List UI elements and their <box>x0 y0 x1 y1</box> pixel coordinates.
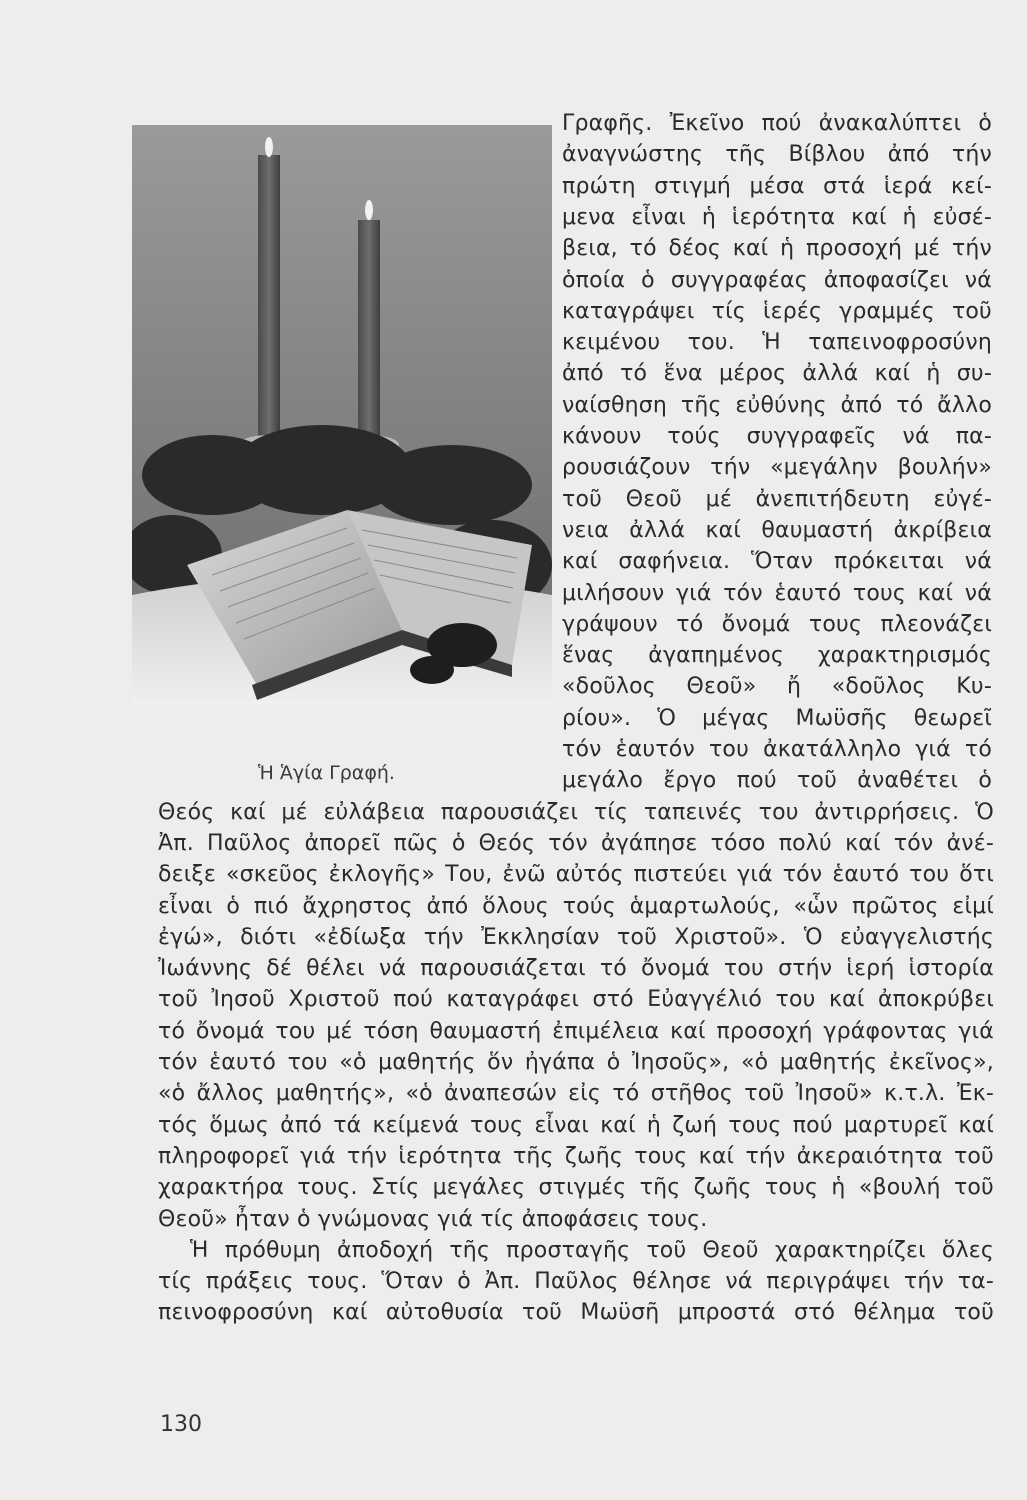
text-line: τός ὅμως ἀπό τά κείμενά τους εἶναι καί ἡ ζωή τους πού μαρτυρεῖ καί <box>158 1112 994 1138</box>
text-line: «δοῦλος Θεοῦ» ἤ «δοῦλος Κυ- <box>562 674 992 700</box>
text-line: ἀπό τό ἕνα μέρος ἀλλά καί ἡ συ- <box>562 361 992 387</box>
text-line: τόν ἑαυτόν του ἀκατάλληλο γιά τό <box>562 737 992 762</box>
text-line: τίς πράξεις τους. Ὅταν ὁ Ἀπ. Παῦλος θέλησε νά περιγράψει τήν τα- <box>158 1269 994 1295</box>
text-line: μεγάλο ἔργο πού τοῦ ἀναθέτει ὁ <box>562 768 992 794</box>
text-line: χαρακτήρα τους. Στίς μεγάλες στιγμές τῆς ζωῆς τους ἡ «βουλή τοῦ <box>158 1175 994 1201</box>
bible-candles-photo <box>132 125 552 705</box>
text-line: ἀναγνώστης τῆς Βίβλου ἀπό τήν <box>562 142 992 168</box>
text-line: ρουσιάζουν τήν «μεγάλην βουλήν» <box>562 455 992 481</box>
text-line: καί σαφήνεια. Ὅταν πρόκειται νά <box>562 549 992 575</box>
text-line: δειξε «σκεῦος ἐκλογῆς» Του, ἐνῶ αὐτός πιστεύει γιά τόν ἑαυτό του ὅτι <box>158 862 994 888</box>
text-line: μενα εἶναι ἡ ἱερότητα καί ἡ εὐσέ- <box>562 204 992 230</box>
text-line: πεινοφροσύνη καί αὐτοθυσία τοῦ Μωϋσῆ μπροστά στό θέλημα τοῦ <box>158 1300 994 1326</box>
text-line: Γραφῆς. Ἐκεῖνο πού ἀνακαλύπτει ὁ <box>562 111 992 136</box>
text-line: Ἀπ. Παῦλος ἀπορεῖ πῶς ὁ Θεός τόν ἀγάπησε τόσο πολύ καί τόν ἀνέ- <box>158 830 994 856</box>
text-line: Θεός καί μέ εὐλάβεια παρουσιάζει τίς ταπεινές του ἀντιρρήσεις. Ὁ <box>158 799 994 825</box>
text-line: «ὁ ἄλλος μαθητής», «ὁ ἀναπεσών εἰς τό στῆθος τοῦ Ἰησοῦ» κ.τ.λ. Ἐκ- <box>158 1081 994 1107</box>
text-line: ἐγώ», διότι «ἐδίωξα τήν Ἐκκλησίαν τοῦ Χριστοῦ». Ὁ εὐαγγελιστής <box>158 924 994 950</box>
text-line: κειμένου του. Ἡ ταπεινοφροσύνη <box>562 330 992 356</box>
text-line: ἕνας ἀγαπημένος χαρακτηρισμός <box>562 643 992 669</box>
text-line: Θεοῦ» ἦταν ὁ γνώμονας γιά τίς ἀποφάσεις τους. <box>158 1206 708 1232</box>
text-line: Ἰωάννης δέ θέλει νά παρουσιάζεται τό ὄνομά του στήν ἱερή ἱστορία <box>158 956 994 982</box>
text-line: πληροφορεῖ γιά τήν ἱερότητα τῆς ζωῆς τους καί τήν ἀκεραιότητα τοῦ <box>158 1143 994 1169</box>
text-line: εἶναι ὁ πιό ἄχρηστος ἀπό ὅλους τούς ἁμαρτωλούς, «ὧν πρῶτος εἰμί <box>158 893 994 919</box>
text-line: Ἡ πρόθυμη ἀποδοχή τῆς προσταγῆς τοῦ Θεοῦ χαρακτηρίζει ὅλες <box>190 1237 994 1263</box>
text-line: τόν ἑαυτό του «ὁ μαθητής ὅν ἠγάπα ὁ Ἰησοῦς», «ὁ μαθητής ἐκεῖνος», <box>158 1050 994 1075</box>
text-line: κάνουν τούς συγγραφεῖς νά πα- <box>562 424 992 449</box>
text-line: ὁποία ὁ συγγραφέας ἀποφασίζει νά <box>562 267 992 293</box>
photo-caption: Ἡ Ἁγία Γραφή. <box>258 762 395 784</box>
text-line: τό ὄνομά του μέ τόση θαυμαστή ἐπιμέλεια καί προσοχή γράφοντας γιά <box>158 1018 994 1044</box>
text-line: τοῦ Ἰησοῦ Χριστοῦ πού καταγράφει στό Εὐαγγέλιό του καί ἀποκρύβει <box>158 987 994 1013</box>
text-line: καταγράψει τίς ἱερές γραμμές τοῦ <box>562 298 992 324</box>
text-line: γράψουν τό ὄνομά τους πλεονάζει <box>562 611 992 637</box>
text-line: ρίου». Ὁ μέγας Μωϋσῆς θεωρεῖ <box>562 705 992 731</box>
page-number: 130 <box>160 1412 202 1437</box>
bible-with-candles-icon <box>132 125 552 705</box>
text-line: βεια, τό δέος καί ἡ προσοχή μέ τήν <box>562 236 992 262</box>
text-line: τοῦ Θεοῦ μέ ἀνεπιτήδευτη εὐγέ- <box>562 486 992 512</box>
text-line: πρώτη στιγμή μέσα στά ἱερά κεί- <box>562 173 992 199</box>
text-line: μιλήσουν γιά τόν ἑαυτό τους καί νά <box>562 580 992 606</box>
text-line: νεια ἀλλά καί θαυμαστή ἀκρίβεια <box>562 517 992 543</box>
text-line: ναίσθηση τῆς εὐθύνης ἀπό τό ἄλλο <box>562 392 992 418</box>
